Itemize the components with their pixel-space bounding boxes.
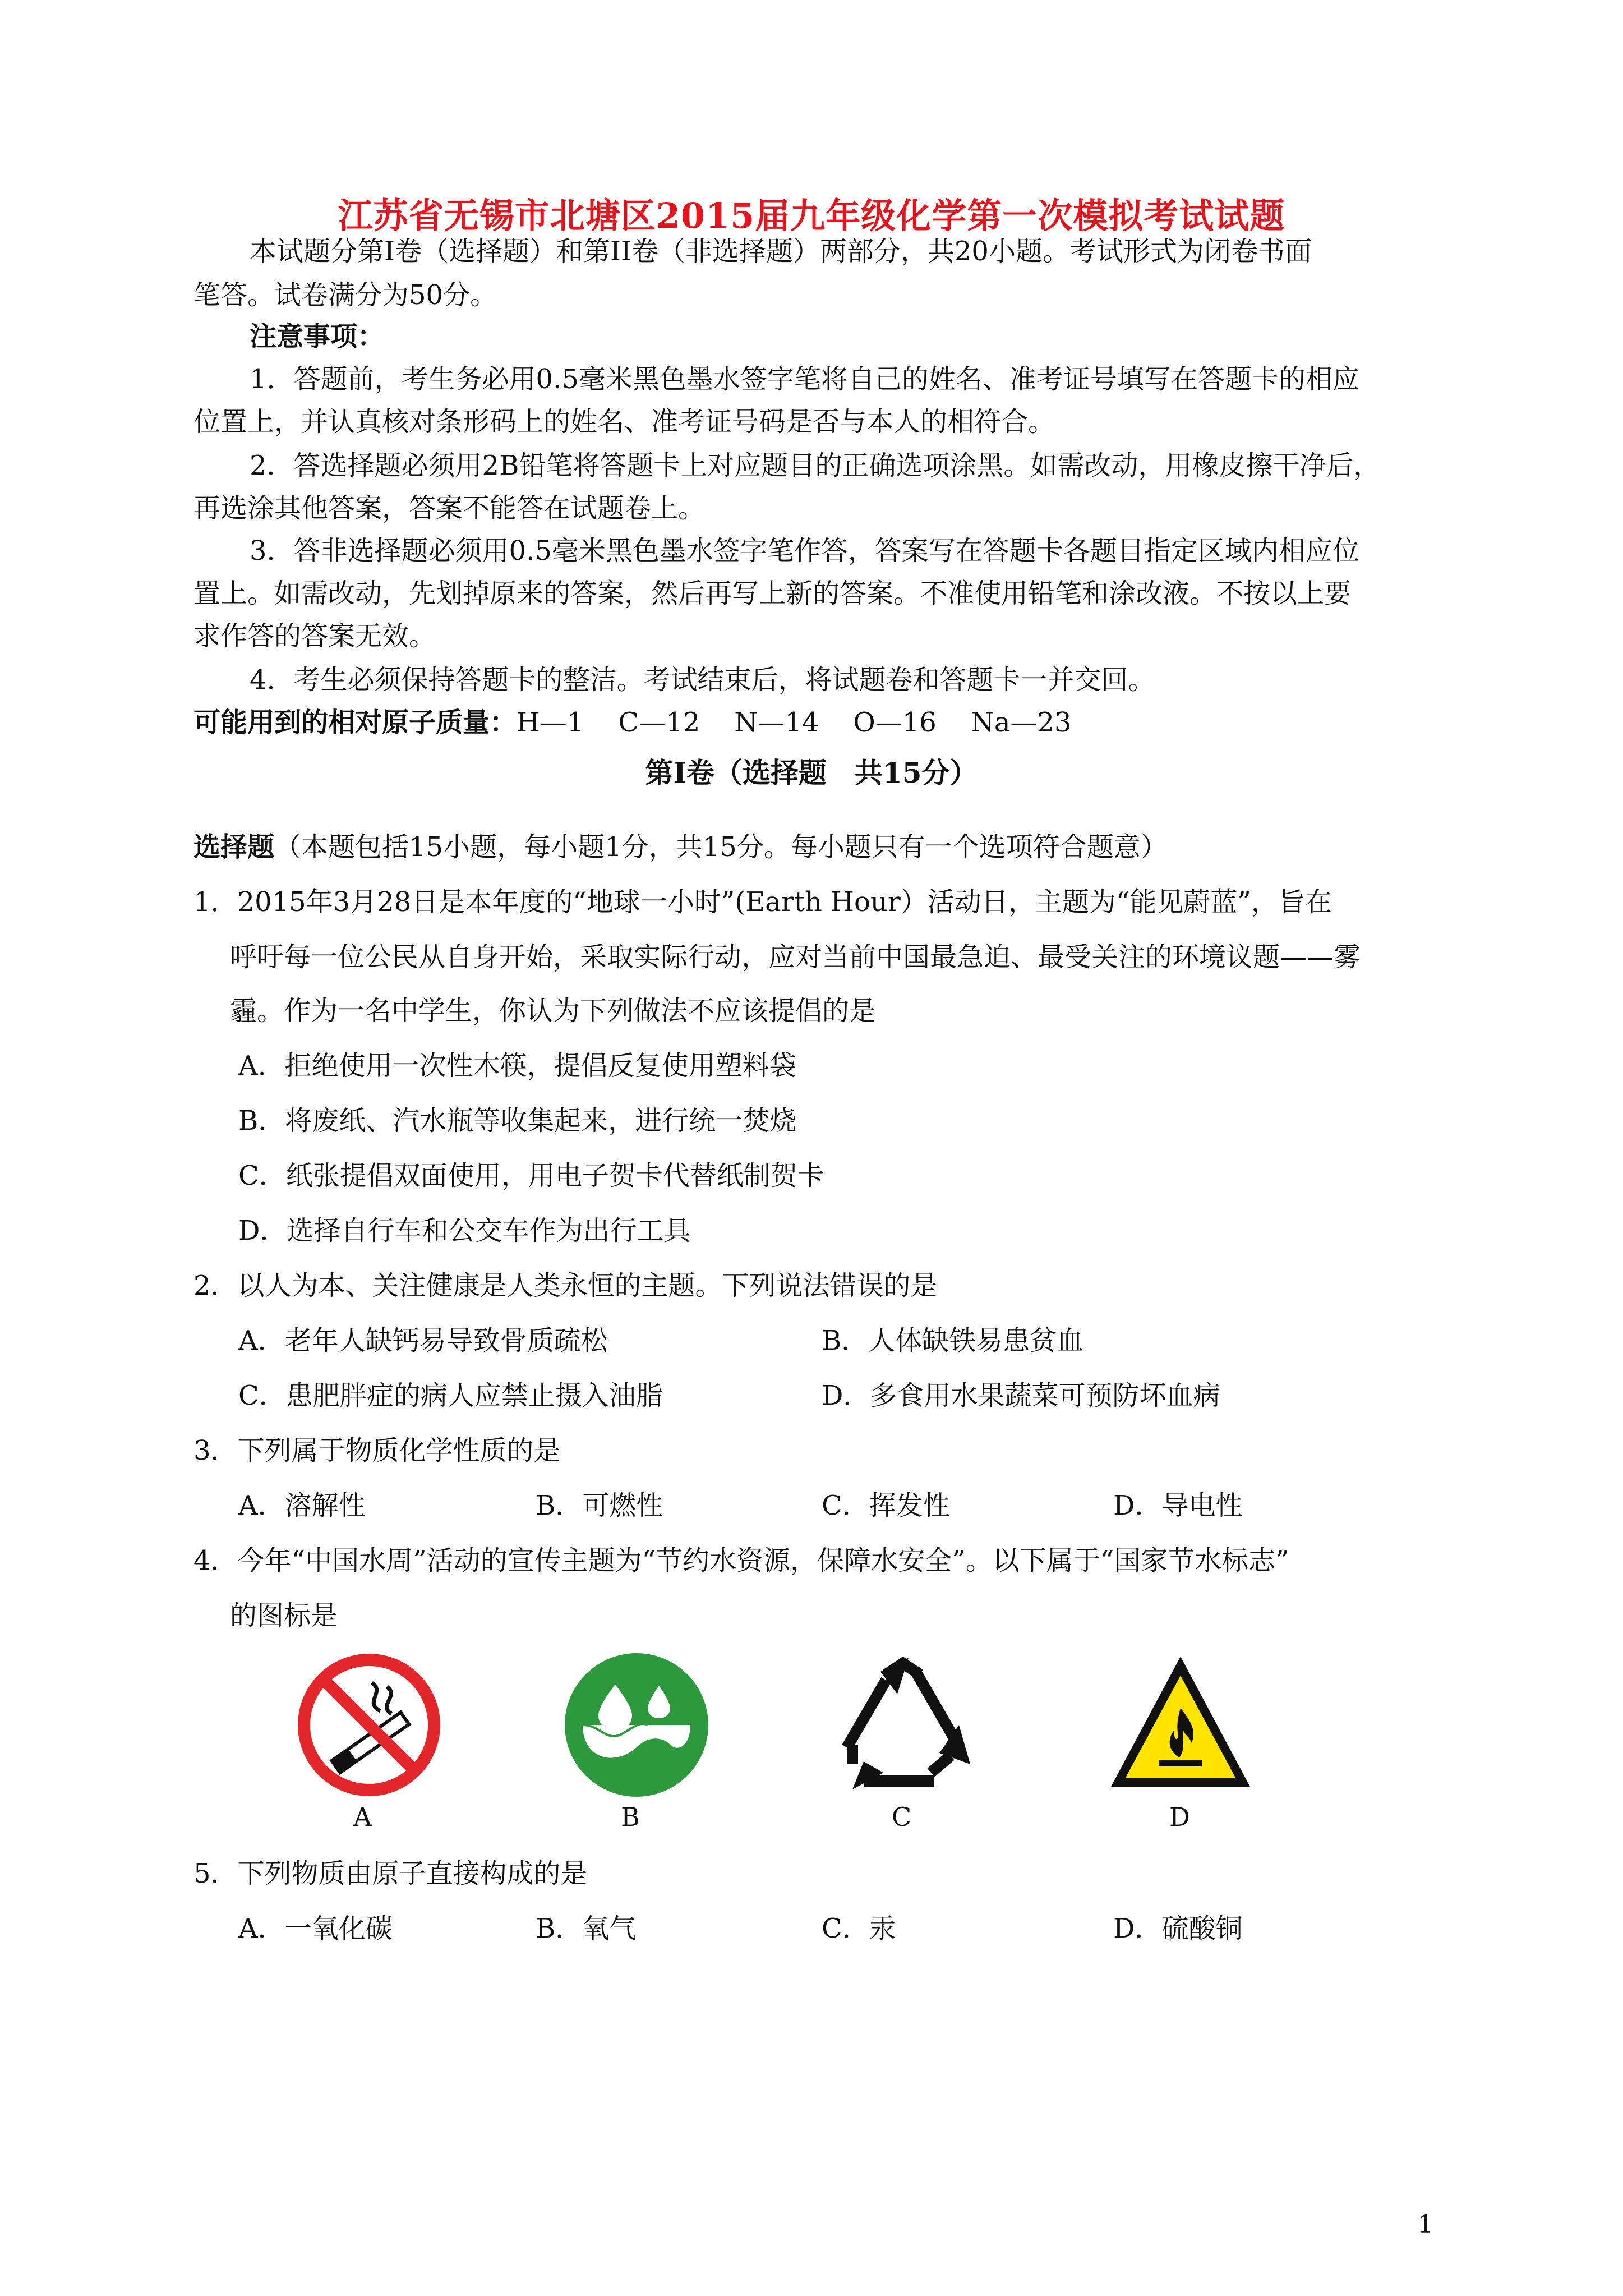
notes-heading: 注意事项： <box>250 321 385 352</box>
note-4: 4．考生必须保持答题卡的整洁。考试结束后，将试题卷和答题卡一并交回。 <box>250 664 1155 696</box>
q1-option-d: D．选择自行车和公交车作为出行工具 <box>238 1215 691 1246</box>
q2-stem: 2．以人为本、关注健康是人类永恒的主题。下列说法错误的是 <box>193 1270 938 1301</box>
water-saving-icon <box>564 1652 709 1798</box>
atomic-mass-values: H—1 C—12 N—14 O—16 Na—23 <box>517 707 1072 738</box>
q2-option-d: D．多食用水果蔬菜可预防坏血病 <box>822 1380 1220 1411</box>
q2-option-a: A．老年人缺钙易导致骨质疏松 <box>238 1325 608 1356</box>
q2-option-b: B．人体缺铁易患贫血 <box>822 1325 1084 1356</box>
instruction-line <box>193 830 1168 864</box>
q1-stem-line-2: 呼吁每一位公民从自身开始，采取实际行动，应对当前中国最急迫、最受关注的环境议题——雾 <box>230 941 1361 973</box>
instruction-label: 选择题 <box>193 831 275 863</box>
q1-option-b: B．将废纸、汽水瓶等收集起来，进行统一焚烧 <box>238 1105 797 1137</box>
icon-label-d: D <box>1169 1802 1190 1832</box>
q1-stem-line-3: 霾。作为一名中学生，你认为下列做法不应该提倡的是 <box>230 995 877 1027</box>
flammable-warning-icon <box>1108 1652 1253 1798</box>
no-smoking-icon <box>296 1652 442 1798</box>
q4-stem-line-1: 4．今年“中国水周”活动的宣传主题为“节约水资源，保障水安全”。以下属于“国家节水标志” <box>193 1545 1289 1576</box>
q3-option-d: D．导电性 <box>1113 1490 1243 1521</box>
intro-line-1: 本试题分第I卷（选择题）和第II卷（非选择题）两部分，共20小题。考试形式为闭卷书面 <box>250 236 1312 267</box>
note-2-line-2: 再选涂其他答案，答案不能答在试题卷上。 <box>193 493 706 524</box>
note-3-line-3: 求作答的答案无效。 <box>193 620 436 652</box>
q2-option-c: C．患肥胖症的病人应禁止摄入油脂 <box>238 1380 663 1411</box>
q5-option-b: B．氧气 <box>536 1913 637 1944</box>
note-2-line-1: 2．答选择题必须用2B铅笔将答题卡上对应题目的正确选项涂黑。如需改动，用橡皮擦干净后， <box>250 450 1381 481</box>
note-1-line-2: 位置上，并认真核对条形码上的姓名、准考证号码是否与本人的相符合。 <box>193 406 1055 438</box>
q5-option-c: C．汞 <box>822 1913 896 1944</box>
atomic-mass-label: 可能用到的相对原子质量： <box>193 707 517 738</box>
q1-option-c: C．纸张提倡双面使用，用电子贺卡代替纸制贺卡 <box>238 1160 824 1191</box>
q5-stem: 5．下列物质由原子直接构成的是 <box>193 1858 588 1889</box>
recycle-icon <box>830 1652 976 1798</box>
q5-option-a: A．一氧化碳 <box>238 1913 393 1944</box>
q3-option-b: B．可燃性 <box>536 1490 663 1521</box>
note-3-line-2: 置上。如需改动，先划掉原来的答案，然后再写上新的答案。不准使用铅笔和涂改液。不按以上要 <box>193 578 1352 609</box>
q3-stem: 3．下列属于物质化学性质的是 <box>193 1435 561 1466</box>
note-3-line-1: 3．答非选择题必须用0.5毫米黑色墨水签字笔作答，答案写在答题卡各题目指定区域内相应位 <box>250 535 1359 567</box>
atomic-mass-line <box>193 706 1072 739</box>
section-1-title: 第Ⅰ卷（选择题 共15分） <box>645 756 978 789</box>
instruction-text: （本题包括15小题，每小题1分，共15分。每小题只有一个选项符合题意） <box>274 831 1168 863</box>
intro-line-2: 笔答。试卷满分为50分。 <box>193 279 497 311</box>
icon-label-b: B <box>621 1802 640 1832</box>
icon-label-a: A <box>353 1802 372 1832</box>
icon-label-c: C <box>892 1802 912 1832</box>
q1-stem-line-1: 1．2015年3月28日是本年度的“地球一小时”(Earth Hour）活动日，主题为“能见蔚蓝”，旨在 <box>193 886 1332 918</box>
q5-option-d: D．硫酸铜 <box>1113 1913 1243 1944</box>
page-title: 江苏省无锡市北塘区2015届九年级化学第一次模拟考试试题 <box>338 195 1285 236</box>
note-1-line-1: 1．答题前，考生务必用0.5毫米黑色墨水签字笔将自己的姓名、准考证号填写在答题卡的相应 <box>250 364 1359 395</box>
q3-option-c: C．挥发性 <box>822 1490 950 1521</box>
page-number: 1 <box>1418 2210 1433 2239</box>
q4-stem-line-2: 的图标是 <box>230 1600 338 1631</box>
q1-option-a: A．拒绝使用一次性木筷，提倡反复使用塑料袋 <box>238 1050 796 1082</box>
q3-option-a: A．溶解性 <box>238 1490 366 1521</box>
